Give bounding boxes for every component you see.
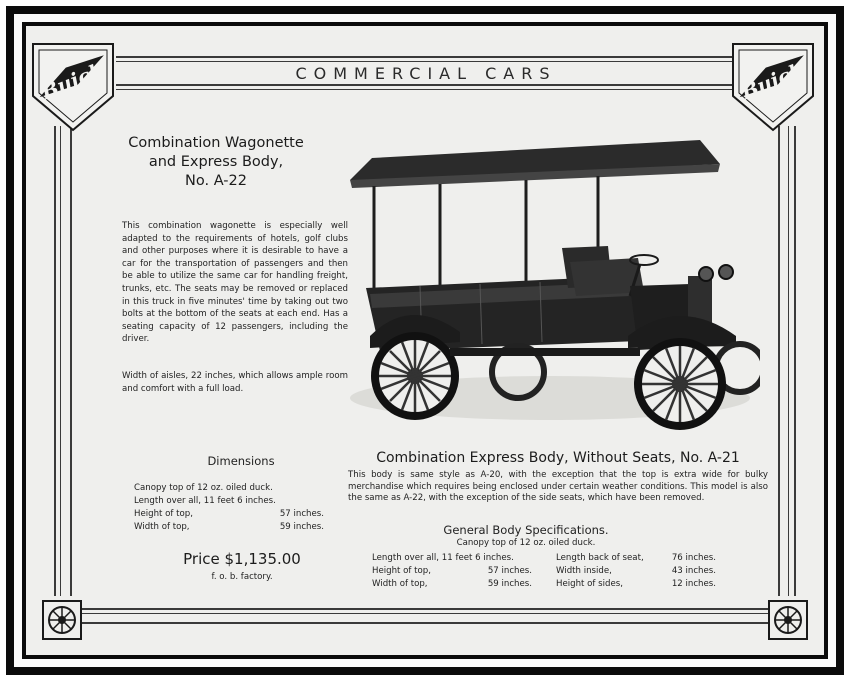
dimensions-title: Dimensions [207, 454, 275, 468]
title-line: Combination Wagonette [128, 135, 304, 151]
model-a22-title [86, 134, 346, 191]
a22-aisle-note: Width of aisles, 22 inches, which allows ample room and comfort with a full load. [122, 371, 348, 394]
right-border-rule-inner [788, 126, 789, 596]
top-border-rule [116, 56, 736, 58]
dimensions-canopy: Canopy top of 12 oz. oiled duck. [134, 483, 273, 493]
right-border-rule [778, 126, 780, 596]
top-border-rule-inner [116, 61, 736, 62]
dimension-label: Length over all, 11 feet 6 inches. [134, 496, 276, 506]
buick-shield-icon [730, 38, 816, 134]
header-underline-rule-inner [116, 89, 736, 90]
dimension-label: Width of top, [134, 522, 190, 532]
wheel-rosette-icon [42, 600, 82, 640]
bottom-border-rule [76, 608, 776, 610]
right-border-rule-2 [794, 126, 796, 596]
spec-value: 57 inches. [487, 566, 532, 576]
catalog-page [26, 26, 824, 655]
a21-description: This body is same style as A-20, with the exception that the top is extra wide for bulky merchandise which requires being enclosed under certain weather conditions. This model is also the same as A-22, with the exception of the side seats, which have been removed. [348, 470, 768, 503]
front-wheel [638, 342, 722, 426]
price: Price $1,135.00 [183, 550, 301, 568]
spec-label: Height of sides, [556, 579, 623, 589]
model-a21-heading: Combination Express Body, Without Seats, No. A-21 [376, 450, 740, 466]
spec-label: Width of top, [372, 579, 428, 589]
spec-value: 12 inches. [671, 579, 716, 589]
left-border-rule [54, 126, 56, 596]
general-specs-canopy: Canopy top of 12 oz. oiled duck. [456, 538, 596, 548]
a22-description: This combination wagonette is especially well adapted to the requirements of hotels, golf clubs and other purposes where it is desirable to have a car for the transportation of passengers and then be able to utilize the same car for handling freight, trunks, etc. The seats may be removed or replaced in this truck in five minutes' time by taking out two bolts at the bottom of the seats at each end. Has a seating capacity of 12 passengers, including the driver. [122, 221, 348, 345]
buick-shield-icon [30, 38, 116, 134]
price-note: f. o. b. factory. [211, 572, 273, 582]
header-underline-rule [116, 84, 736, 86]
spec-value: 59 inches. [487, 579, 532, 589]
spec-label: Length back of seat, [556, 553, 644, 563]
buick-logo-text: Buick [37, 57, 107, 105]
dimension-value: 57 inches. [279, 509, 324, 519]
wheel-rosette-icon [768, 600, 808, 640]
rear-wheel [375, 336, 455, 416]
left-border-rule-2 [70, 126, 72, 596]
combination-wagonette-illustration [340, 136, 760, 436]
page-header-title: COMMERCIAL CARS [295, 64, 557, 83]
dimension-value: 59 inches. [279, 522, 324, 532]
dimension-label: Height of top, [134, 509, 193, 519]
spec-label: Length over all, 11 feet 6 inches. [372, 553, 514, 563]
bottom-border-rule-2 [76, 622, 776, 624]
left-border-rule-inner [60, 126, 61, 596]
spec-label: Height of top, [372, 566, 431, 576]
spec-value: 43 inches. [671, 566, 716, 576]
buick-logo-text: Buick [737, 57, 807, 105]
spec-value: 76 inches. [671, 553, 716, 563]
bottom-border-rule-inner [76, 613, 776, 614]
general-specs-title: General Body Specifications. [443, 523, 609, 537]
spec-label: Width inside, [556, 566, 612, 576]
title-line: No. A-22 [185, 173, 247, 189]
title-line: and Express Body, [148, 154, 284, 170]
